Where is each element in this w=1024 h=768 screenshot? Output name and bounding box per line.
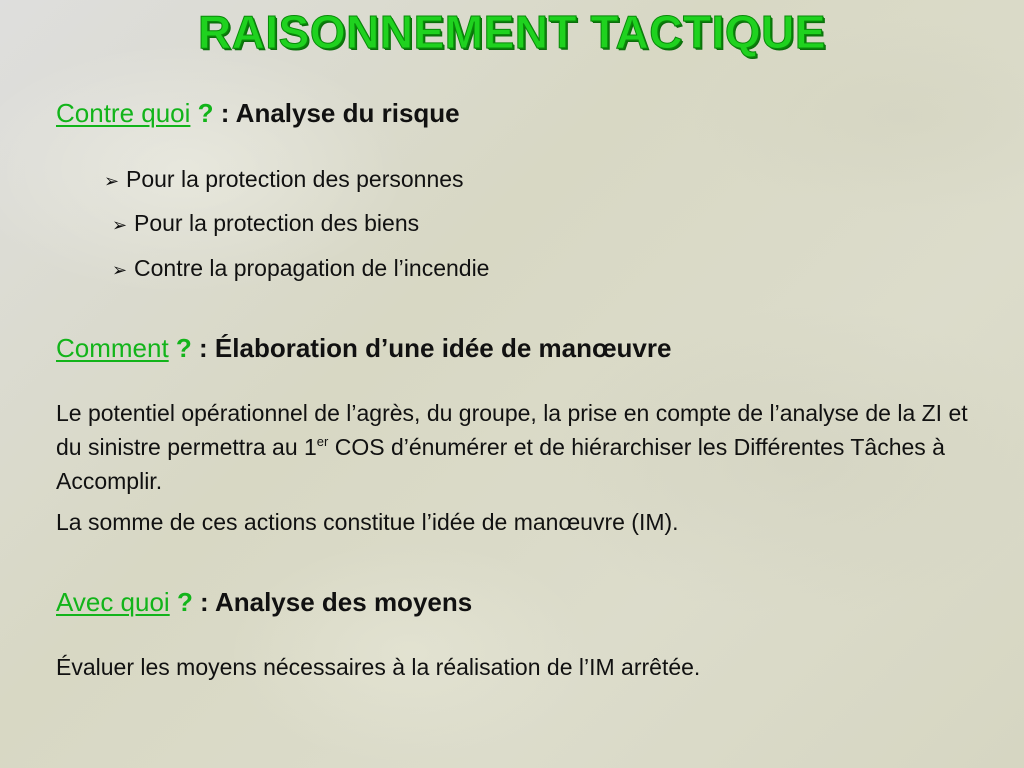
heading-keyword-contre-quoi: Contre quoi (56, 98, 191, 128)
heading-avec-quoi (56, 585, 472, 619)
slide-title: RAISONNEMENT TACTIQUE (197, 6, 827, 58)
bullet-item-personnes (104, 164, 464, 196)
heading-subtitle-analyse-risque: : Analyse du risque (213, 98, 460, 128)
heading-question-mark: ? (190, 98, 214, 128)
arrow-bullet-icon: ➢ (112, 215, 128, 235)
paragraph-text-continued: COS d’énumérer et de hiérarchiser les Différentes Tâches à Accomplir. (56, 434, 945, 494)
bullet-item-propagation (112, 253, 489, 285)
bullet-text: Contre la propagation de l’incendie (134, 255, 490, 281)
paragraph-evaluer-moyens: Évaluer les moyens nécessaires à la réalisation de l’IM arrêtée. (56, 654, 701, 680)
heading-keyword-avec-quoi: Avec quoi (56, 587, 170, 617)
superscript-er: er (316, 434, 329, 449)
arrow-bullet-icon: ➢ (112, 260, 128, 280)
bullet-text: Pour la protection des personnes (126, 166, 464, 192)
paragraph-somme-actions: La somme de ces actions constitue l’idée de manœuvre (IM). (56, 509, 679, 535)
paragraph-text: Le potentiel opérationnel de l’agrès, du groupe, la prise en compte de l’analyse de la ZI et du sinistre permettra au 1 (56, 400, 968, 460)
heading-subtitle-idee-manoeuvre: : Élaboration d’une idée de manœuvre (191, 333, 672, 363)
arrow-bullet-icon: ➢ (104, 171, 120, 191)
heading-keyword-comment: Comment (56, 333, 169, 363)
heading-question-mark: ? (168, 333, 192, 363)
bullet-item-biens (112, 208, 419, 240)
heading-subtitle-analyse-moyens: : Analyse des moyens (192, 587, 473, 617)
heading-comment (56, 331, 671, 365)
bullet-text: Pour la protection des biens (134, 210, 420, 236)
heading-contre-quoi (56, 96, 460, 130)
heading-question-mark: ? (169, 587, 193, 617)
paragraph-potentiel-operationnel (56, 396, 976, 498)
